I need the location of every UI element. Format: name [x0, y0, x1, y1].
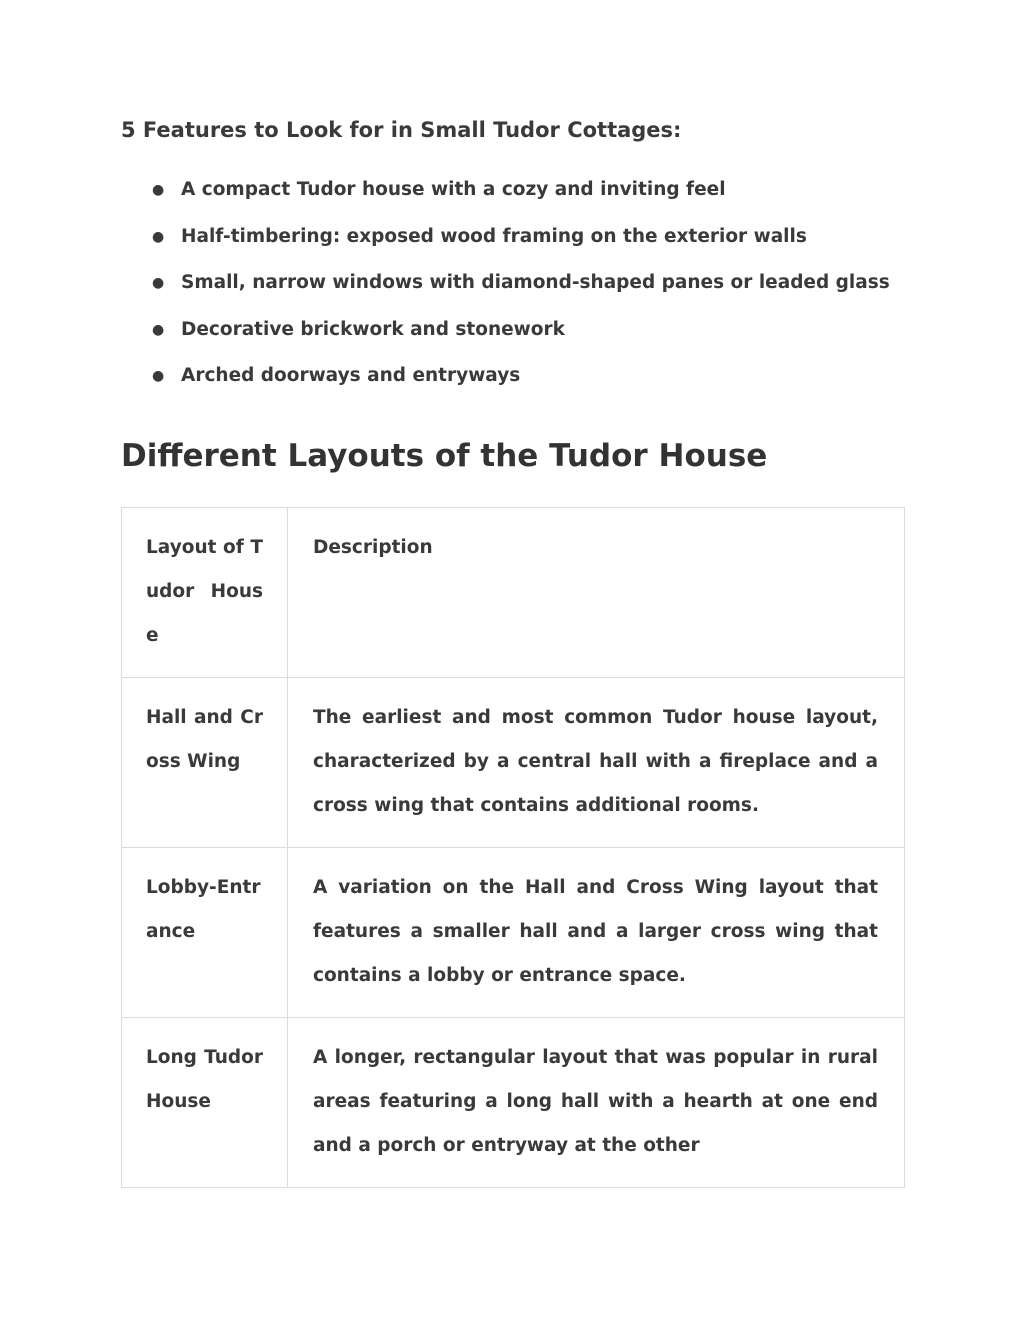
- list-item: [152, 172, 890, 219]
- bullet-icon: ●: [152, 275, 165, 291]
- list-item-text: Small, narrow windows with diamond-shaped panes or leaded glass: [181, 272, 890, 293]
- list-item-text: Decorative brickwork and stonework: [181, 318, 565, 340]
- table-row: [122, 678, 905, 848]
- list-item: [152, 219, 890, 266]
- table-row: [122, 1018, 905, 1188]
- bullet-icon: ●: [152, 228, 165, 245]
- layout-description-cell: The earliest and most common Tudor house layout, characterized by a central hall with a fireplace and a cross wing that contains additional rooms.: [288, 678, 905, 848]
- section-title: Different Layouts of the Tudor House: [121, 438, 768, 474]
- table-row: [122, 848, 905, 1018]
- header-cell-description: Description: [288, 508, 905, 678]
- header-cell-layout: Layout of Tudor House: [122, 508, 288, 678]
- layout-description-cell: A longer, rectangular layout that was popular in rural areas featuring a long hall with a hearth at one end and a porch or entryway at the other: [288, 1018, 905, 1188]
- table-header-row: [122, 508, 905, 678]
- layout-name-cell: Hall and Cross Wing: [122, 678, 288, 848]
- bullet-icon: ●: [152, 368, 165, 384]
- layouts-table: [121, 507, 905, 1188]
- features-list: [152, 172, 890, 405]
- layout-name-cell: Lobby-Entrance: [122, 848, 288, 1018]
- features-heading: 5 Features to Look for in Small Tudor Cottages:: [121, 118, 682, 142]
- list-item-text: Arched doorways and entryways: [181, 365, 521, 386]
- layout-name-cell: Long Tudor House: [122, 1018, 288, 1188]
- bullet-icon: ●: [152, 182, 165, 198]
- bullet-icon: ●: [152, 321, 165, 338]
- list-item-text: A compact Tudor house with a cozy and inviting feel: [181, 179, 726, 200]
- layout-description-cell: A variation on the Hall and Cross Wing layout that features a smaller hall and a larger cross wing that contains a lobby or entrance space.: [288, 848, 905, 1018]
- list-item: [152, 265, 890, 312]
- list-item: [152, 312, 890, 359]
- list-item-text: Half-timbering: exposed wood framing on the exterior walls: [181, 225, 807, 247]
- list-item: [152, 358, 890, 405]
